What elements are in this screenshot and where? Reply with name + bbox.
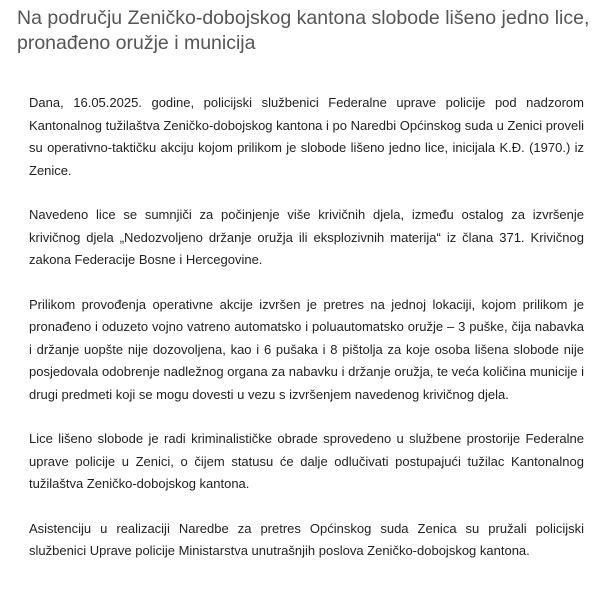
article-paragraph-1: Dana, 16.05.2025. godine, policijski službenici Federalne uprave policije pod nadzorom Kantonalnog tužilaštva Zeničko-dobojskog kantona i po Naredbi Općinskog suda u Zenici proveli su operativno-taktičku akciju kojom prilikom je slobode lišeno jedno lice, inicijala K.Đ. (1970.) iz Zenice. bbox=[29, 95, 584, 178]
article-paragraph-2: Navedeno lice se sumnjiči za počinjenje više krivičnih djela, između ostalog za izvršenje krivičnog djela „Nedozvoljeno držanje oružja ili eksplozivnih materija“ iz člana 371. Krivičnog zakona Federacije Bosne i Hercegovine. bbox=[29, 207, 584, 267]
article-title: Na području Zeničko-dobojskog kantona slobode lišeno jedno lice, pronađeno oružje i municija bbox=[17, 7, 590, 54]
article-body bbox=[29, 92, 584, 585]
article-paragraph-4: Lice lišeno slobode je radi kriminalističke obrade sprovedeno u službene prostorije Federalne uprave policije u Zenici, o čijem statusu će dalje odlučivati postupajući tužilac Kantonalnog tužilaštva Zeničko-dobojskog kantona. bbox=[29, 431, 584, 491]
article-paragraph-3: Prilikom provođenja operativne akcije izvršen je pretres na jednoj lokaciji, kojom prilikom je pronađeno i oduzeto vojno vatreno automatsko i poluautomatsko oružje – 3 puške, čija nabavka i držanje uopšte nije dozovoljena, kao i 6 pušaka i 8 pištolja za koje osoba lišena slobode nije posjedovala odobrenje nadležnog organa za nabavku i držanje oružja, te veća količina municije i drugi predmeti koji se mogu dovesti u vezu s izvršenjem navedenog krivičnog djela. bbox=[29, 296, 584, 402]
article-paragraph-5: Asistenciju u realizaciji Naredbe za pretres Općinskog suda Zenica su pružali policijski službenici Uprave policije Ministarstva unutrašnjih poslova Zeničko-dobojskog kantona. bbox=[29, 520, 584, 558]
